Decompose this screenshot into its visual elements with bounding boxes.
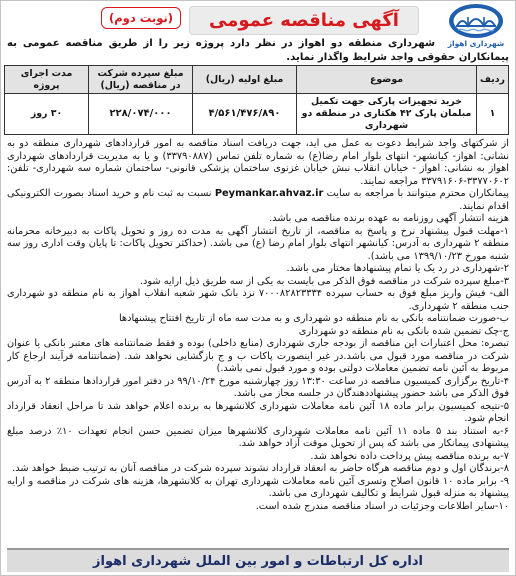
condition-item-6: ۶-به استناد بند ۵ ماده ۱۱ آئین نامه معاملات شهرداری کلانشهرها میزان تضمین حسن انجام تعهدات ۱۰٪ درصد مبلغ پیشنهادی پیمانکار می باشد که پس از تحویل موقت آزاد خواهد شد. <box>7 425 509 449</box>
portal-text-after: نسبت به ثبت نام و خرید اسناد بصورت الکترونیکی اقدام نمایند. <box>7 188 509 212</box>
condition-item-10: ۱۰-سایر اطلاعات وجزئیات در اسناد مناقصه مندرج شده است. <box>255 500 509 512</box>
cell-initial-amount: ۴/۵۶۱/۴۷۶/۸۹۰ <box>193 94 297 135</box>
cell-row-number: ۱ <box>477 94 509 135</box>
header-initial-amount: مبلغ اولیه (ریال) <box>193 66 297 94</box>
header-project-duration: مدت اجرای پروژه <box>5 66 89 94</box>
cell-deposit-amount: ۲۲۸/۰۷۴/۰۰۰ <box>89 94 193 135</box>
logo-caption: شهرداری اهواز <box>447 39 505 48</box>
header-row-number: ردیف <box>477 66 509 94</box>
deposit-option-a: الف- فیش واریز مبلغ فوق به حساب سپرده ۷۰۰۰۸۲۸۲۳۳۳۴ نزد بانک شهر شعبه انقلاب اهواز به نام منطقه دو شهرداری جنب منطقه ۲ شهرداری. <box>7 288 509 312</box>
ad-cost-note: هزینه انتشار آگهی روزنامه به عهده برنده مناقصه می باشد. <box>269 213 509 224</box>
deposit-option-c: ج-چک تضمین شده بانکی به نام منطقه دو شهرداری <box>298 325 509 337</box>
cell-subject: خرید تجهیزات پارکی جهت تکمیل مبلمان پارک ۴۲ هکتاری در منطقه دو شهرداری <box>297 94 477 135</box>
header-subject: موضوع <box>297 66 477 94</box>
deposit-option-b: ب-صورت ضمانتنامه بانکی به نام منطقه دو شهرداری و به مدت سه ماه از تاریخ افتتاح پیشنهادها <box>118 313 509 324</box>
condition-item-9: ۹- برابر ماده ۱۰ قانون اصلاح وتسری آئین نامه معاملات شهرداری تهران به کلانشهرها، هزینه های شرکت در مناقصه و ارایه پیشنهاد به منزله قبول شرایط و تکالیف شهرداری می باشد. <box>7 475 509 499</box>
portal-text-before: پیمانکاران محترم میتوانند با مراجعه به سایت <box>326 188 509 199</box>
municipality-logo <box>443 3 509 48</box>
condition-item-2: ۲-شهرداری در رد یک یا تمام پیشنهادها مختار می باشد. <box>286 263 509 274</box>
cell-project-duration: ۳۰ روز <box>5 94 89 135</box>
condition-item-3: ۳-مبلغ سپرده شرکت در مناقصه فوق الذکر می بایست به یکی از سه طریق ذیل ارایه شود. <box>139 275 509 287</box>
tender-table <box>4 65 509 135</box>
condition-item-4: ۴-تاریخ برگزاری کمیسیون مناقصه در ساعت ۱۳:۳۰ روز چهارشنبه مورخ ۹۹/۱۰/۲۴ در دفتر امور قراردادها منطقه ۲ به آدرس فوق الذکر می باشد حضور پیشنهاددهندگان در جلسه مجاز می باشد. <box>7 375 509 399</box>
portal-link[interactable]: Peymankar.ahvaz.ir <box>214 188 324 199</box>
header-deposit-amount: مبلغ سپرده شرکت در مناقصه (ریال) <box>89 66 193 94</box>
condition-note: تبصره: محل اعتبارات این مناقصه از بودجه جاری شهرداری (منابع داخلی) بوده و فقط ضمانتنامه های معتبر بانکی یا عنوان شرکت در مناقصه مورد قبول می باشد.در غیر اینصورت پاکات ب و ج بازگشایی نخواهد شد. (ضمانتنامه فرآیند ارجاع کار مربوط به آئین نامه تضمین معاملات دولتی بوده و مورد قبول نمی باشد.) <box>7 338 509 374</box>
condition-item-1: ۱-مهلت قبول پیشنهاد نرخ و پاسخ به مناقصه، از تاریخ انتشار آگهی به مدت ده روز و تحویل پاکات به دبیرخانه محرمانه منطقه ۲ شهرداری به آدرس: کیانشهر انتهای بلوار امام رضا (ع) می باشد. (حداکثر تحویل پاکات: تا پایان وقت اداری روز سه شنبه مورخ ۱۳۹۹/۱۰/۲۳ می باشد). <box>7 225 509 262</box>
table-header-row <box>5 66 509 94</box>
notice-header <box>7 1 509 48</box>
publication-round-label: (نوبت دوم) <box>109 11 174 25</box>
condition-item-5: ۵-نتیجه کمیسیون برابر ماده ۱۸ آئین نامه معاملات شهرداری کلانشهرها به برنده اعلام خواهد شد تا مراحل انعقاد قرارداد انجام شود. <box>7 400 509 424</box>
condition-item-8: ۸-برندگان اول و دوم مناقصه هرگاه حاضر به انعقاد قرارداد نشوند سپرده شرکت در مناقصه آنان به ترتیب ضبط خواهد شد. <box>12 463 509 474</box>
footer-banner <box>7 548 509 572</box>
intro-paragraph: شهرداری منطقه دو اهواز در نظر دارد پروژه زیر را از طریق مناقصه عمومی به پیمانکاران حقوقی واجد شرایط واگذار نماید. <box>7 38 509 63</box>
title-banner <box>189 6 419 35</box>
condition-item-7: ۷-به برنده مناقصه پیش پرداخت داده نخواهد شد. <box>310 450 509 462</box>
table-row <box>5 94 509 135</box>
issuing-office: اداره کل ارتباطات و امور بین الملل شهرداری اهواز <box>93 553 423 569</box>
notice-title: آگهی مناقصه عمومی <box>209 10 399 31</box>
bridge-logo-icon <box>447 3 505 39</box>
portal-paragraph <box>7 188 509 213</box>
invitation-paragraph: از شرکتهای واجد شرایط دعوت به عمل می آید، جهت دریافت اسناد مناقصه به امور قراردادهای شهرداری منطقه دو به نشانی: اهواز- کیانشهر- انتهای بلوار امام رضا(ع) به شماره تلفن تماس (۳۳۷۹۰۸۸۷) و یا به مدیریت قراردادهای شهرداری اهواز به نشانی: اهواز - خیابان انقلاب نبش خیابان غزنوی ساختمان پزشکی قانونی- ساختمان شماره سه شهرداری- تلفن: ۳۳۷۷۰۶۰۲-۳۳۷۹۱۶۰۶ مراجعه نمایند. <box>7 138 509 187</box>
tender-table-wrapper <box>7 65 509 135</box>
publication-round-badge <box>101 7 181 29</box>
notice-body <box>7 138 509 546</box>
